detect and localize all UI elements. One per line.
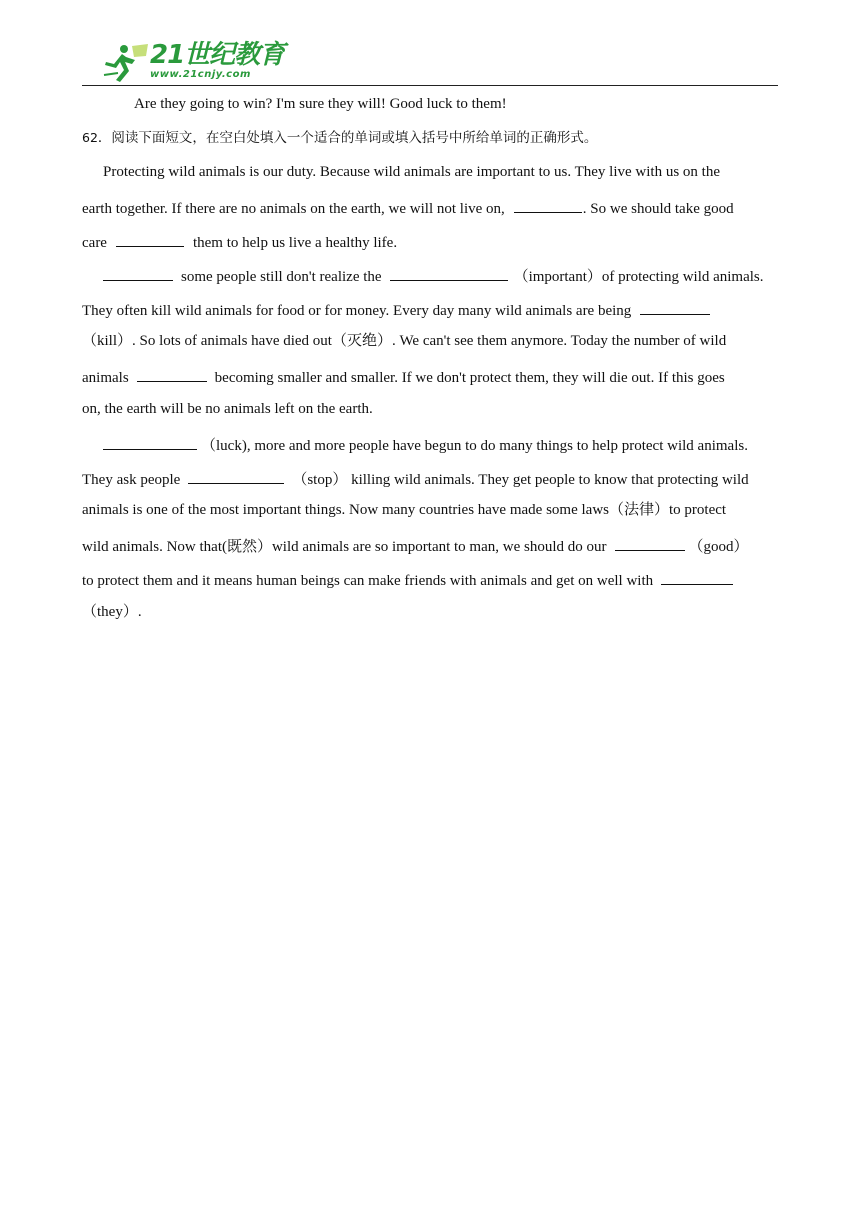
- passage-text: some people still don't realize the: [181, 269, 382, 285]
- passage-text: （luck), more and more people have begun to do many things to help protect wild animals.: [201, 438, 748, 454]
- site-logo: [102, 40, 285, 84]
- passage-text: animals: [82, 370, 129, 386]
- passage-line: [82, 196, 734, 219]
- passage-text: （good）: [688, 539, 749, 555]
- passage-line: [82, 298, 714, 321]
- answer-blank-9[interactable]: [615, 534, 685, 551]
- passage-text: care: [82, 235, 107, 251]
- passage-line: animals is one of the most important things. Now many countries have made some laws（法律）to protect: [82, 502, 727, 518]
- passage-line: [103, 264, 764, 287]
- passage-line: [82, 534, 749, 557]
- passage-text: They ask people: [82, 472, 181, 488]
- runner-icon: [102, 42, 152, 84]
- passage-line: [82, 568, 737, 591]
- passage-text: （important）of protecting wild animals.: [513, 269, 764, 285]
- passage-text: to protect them and it means human beings can make friends with animals and get on well with: [82, 573, 654, 589]
- passage-text: （stop） killing wild animals. They get people to know that protecting wild: [292, 472, 749, 488]
- question-number: 62: [82, 130, 98, 145]
- answer-blank-3[interactable]: [103, 264, 173, 281]
- passage-text: They often kill wild animals for food or for money. Every day many wild animals are being: [82, 303, 632, 319]
- answer-blank-2[interactable]: [116, 230, 184, 247]
- passage-line: on, the earth will be no animals left on the earth.: [82, 401, 373, 417]
- answer-blank-8[interactable]: [188, 467, 284, 484]
- answer-blank-7[interactable]: [103, 433, 197, 450]
- passage-text: . So we should take good: [582, 201, 734, 217]
- page-header: [82, 40, 778, 86]
- passage-line: [82, 467, 749, 490]
- passage-line: [82, 230, 397, 253]
- answer-blank-10[interactable]: [661, 568, 733, 585]
- answer-blank-5[interactable]: [640, 298, 710, 315]
- answer-blank-1[interactable]: [514, 196, 582, 213]
- passage-text: becoming smaller and smaller. If we don't protect them, they will die out. If this goes: [214, 370, 725, 386]
- passage-line: （they）.: [82, 604, 142, 620]
- passage-text: wild animals. Now that(既然）wild animals are so important to man, we should do our: [82, 539, 607, 555]
- passage-line: [82, 365, 725, 388]
- passage-line: [103, 433, 748, 456]
- answer-blank-4[interactable]: [390, 264, 508, 281]
- header-divider: [82, 85, 778, 86]
- logo-url: www.21cnjy.com: [150, 69, 251, 80]
- logo-wordmark: 21世纪教育: [150, 40, 285, 70]
- question-heading: [82, 128, 597, 148]
- passage-line: （kill）. So lots of animals have died out（灭绝）. We can't see them anymore. Today the number of wild: [82, 333, 727, 349]
- passage-text: earth together. If there are no animals on the earth, we will not live on,: [82, 201, 505, 217]
- passage-line: Protecting wild animals is our duty. Because wild animals are important to us. They live with us on the: [103, 164, 720, 180]
- intro-line: Are they going to win? I'm sure they will! Good luck to them!: [134, 96, 507, 112]
- passage-text: them to help us live a healthy life.: [192, 235, 398, 251]
- question-instruction: ．阅读下面短文，在空白处填入一个适合的单词或填入括号中所给单词的正确形式。: [97, 130, 598, 146]
- answer-blank-6[interactable]: [137, 365, 207, 382]
